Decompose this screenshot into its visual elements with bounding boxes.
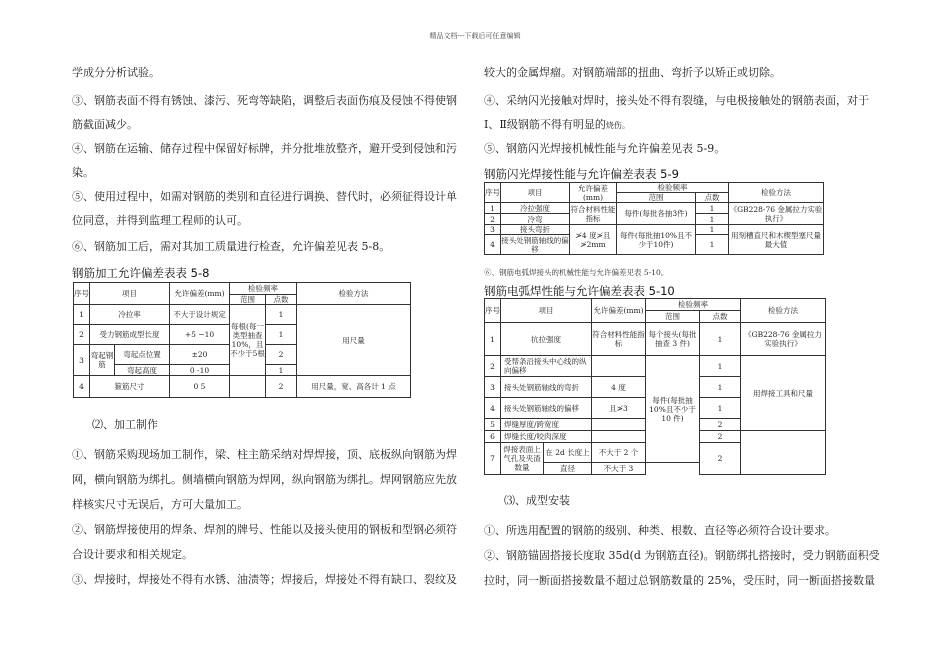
table-cell: 1 [700, 356, 741, 377]
table-cell: 1 [700, 377, 741, 398]
table-cell: 且≯3 [592, 398, 646, 419]
table-cell: 7 [485, 443, 501, 475]
header-cell: 检验方法 [741, 299, 826, 323]
header-cell: 允许偏差(mm) [592, 299, 646, 323]
header-cell: 范围 [646, 311, 700, 323]
table-cell: 1 [485, 323, 501, 356]
paragraph: ③、焊接时，焊接处不得有水锈、油渍等；焊接后，焊接处不得有缺口、裂纹及 [72, 573, 457, 586]
table-cell: 每件(每批抽10%且不少于 10 件) [646, 356, 700, 463]
table-cell: 冷弯 [501, 214, 570, 225]
table-cell: 1 [696, 214, 729, 225]
table-cell: 1 [696, 225, 729, 235]
table-cell: 接头弯折 [501, 225, 570, 235]
table-cell: 1 [266, 365, 297, 376]
table-cell: 弯起钢筋 [90, 345, 115, 376]
table-cell: 2 [700, 431, 741, 443]
table-cell: 1 [266, 305, 297, 325]
table-cell: 《GB228-76 金属拉力实验执行》 [741, 323, 826, 356]
table-cell: 抗拉强度 [501, 323, 592, 356]
header-cell: 点数 [700, 311, 741, 323]
header-cell: 点数 [696, 193, 729, 203]
table-cell: 用焊接工具和尺量 [741, 356, 826, 431]
table-cell: 2 [266, 376, 297, 398]
table-cell: 0 -10 [170, 365, 230, 376]
table-cell: 用尺量，宽、高各计 1 点 [297, 376, 411, 398]
table-5-9 [484, 182, 824, 255]
table-cell: ≯4 度≯且≯2mm [570, 225, 617, 255]
table-cell: 焊缝长度/咬肉深度 [501, 431, 592, 443]
header-cell: 检验频率 [230, 283, 297, 295]
table-cell: ±20 [170, 345, 230, 365]
table-cell: 符合材料性能指标 [570, 204, 616, 223]
table-cell: 《GB228-76 金属拉力实验执行》 [729, 204, 823, 223]
table-cell: 焊接表面上气孔及夹渣数量 [501, 443, 544, 475]
table-cell: 3 [485, 225, 501, 235]
table-cell: 每件(每批抽10%且不少于10件) [617, 225, 696, 255]
table-cell: 2 [266, 345, 297, 365]
table-cell: 1 [266, 325, 297, 345]
header-cell: 检验频率 [617, 183, 729, 193]
header-cell: 检验方法 [297, 283, 411, 305]
header-cell: 检验方法 [729, 183, 824, 203]
table-cell: 箍筋尺寸 [90, 376, 170, 398]
paragraph: 学成分分析试验。 [72, 66, 160, 79]
paragraph: 位同意，并得到监理工程师的认可。 [72, 214, 248, 227]
table-cell: 2 [485, 214, 501, 225]
paragraph: ⑤、使用过程中，如需对钢筋的类别和直径进行调换、替代时，必须征得设计单 [72, 190, 457, 203]
paragraph: ④、钢筋在运输、储存过程中保留好标牌，并分批堆放整齐，避开受到侵蚀和污 [72, 142, 457, 155]
footnote: ⑥、钢筋电弧焊接头的机械性能与允许偏差见表 5-10。 [484, 268, 669, 277]
header-cell: 允许偏差(mm) [570, 183, 617, 203]
table-cell: 0 5 [170, 376, 230, 398]
table-cell: 4 [74, 376, 90, 398]
table-cell: 弯起点位置 [115, 345, 170, 365]
table-cell: 6 [485, 431, 501, 443]
paragraph-text-small: 烧伤。 [605, 121, 630, 130]
table-cell: 冷拉强度 [501, 203, 570, 214]
section-heading: ⑶、成型安装 [504, 494, 570, 507]
table-cell: 每根(每一类型抽查10%，且不少于5根 [230, 305, 266, 376]
table-cell: 1 [700, 398, 741, 419]
table-cell: 受力钢筋成型长度 [90, 325, 170, 345]
header-cell: 允许偏差(mm) [170, 283, 230, 305]
table-cell: 用尺量 [297, 305, 411, 376]
table-5-10 [484, 298, 826, 475]
table-cell: 2 [485, 356, 501, 377]
paragraph [484, 118, 630, 133]
table-cell: 在 2d 长度上 [544, 443, 592, 463]
paragraph: ⑥、钢筋加工后，需对其加工质量进行检查，允许偏差见表 5-8。 [72, 240, 391, 253]
paragraph: ①、所选用配置的钢筋的级别、种类、根数、直径等必须符合设计要求。 [484, 524, 836, 537]
table-cell: 不大于 2 个 [592, 443, 646, 463]
paragraph: 染。 [72, 166, 94, 179]
table-cell: 1 [700, 323, 741, 356]
table-5-8 [73, 282, 411, 398]
table-cell: 每个接头(每批抽查 3 件) [646, 323, 700, 356]
table-cell: 每件(每批各抽3件) [617, 203, 696, 225]
table-cell: 1 [485, 203, 501, 214]
table-cell [230, 376, 266, 398]
table-cell: 弯起高度 [115, 365, 170, 376]
table-cell: 接头处钢筋轴线的弯折 [501, 377, 592, 398]
table-cell: +5 −10 [170, 325, 230, 345]
section-heading: ⑵、加工制作 [92, 418, 158, 431]
paragraph-text: Ⅰ、Ⅱ级钢筋不得有明显的 [484, 118, 606, 131]
table-cell: 焊缝厚度/跨宽度 [501, 419, 592, 431]
table-cell: 1 [696, 203, 729, 214]
table-cell: 接头处钢筋轴线的偏移 [501, 235, 569, 254]
table-cell: 不大于 3 [592, 463, 646, 475]
header-cell: 点数 [266, 295, 297, 305]
table-cell: 1 [74, 305, 90, 325]
table-cell [592, 431, 646, 443]
table-cell: 3 [485, 377, 501, 398]
table-cell: 5 [485, 419, 501, 431]
table-cell: 符合材料性能指标 [592, 323, 646, 356]
header-cell: 项目 [501, 299, 592, 323]
table-title: 钢筋加工允许偏差表表 5-8 [72, 266, 210, 280]
paragraph: 较大的金属焊瘤。对钢筋端部的扭曲、弯折予以矫正或切除。 [484, 66, 781, 79]
header-cell: 序号 [485, 183, 501, 203]
table-cell: 3 [74, 345, 90, 376]
paragraph: ②、钢筋焊接使用的焊条、焊剂的牌号、性能以及接头使用的钢板和型钢必须符 [72, 523, 457, 536]
table-cell: 受帮条沿接头中心线的纵向偏移 [501, 356, 592, 377]
paragraph: 网，横向钢筋为绑扎。侧墙横向钢筋为焊网，纵向钢筋为绑扎。焊网钢筋应先放 [72, 473, 457, 486]
table-cell: 4 [485, 398, 501, 419]
header-cell: 项目 [501, 183, 570, 203]
paragraph: ④、采纳闪光接触对焊时，接头处不得有裂缝，与电极接触处的钢筋表面，对于 [484, 94, 869, 107]
table-cell: 不大于设计规定 [170, 305, 230, 325]
table-cell: 用刻槽直尺和木楔型塞尺量最大值 [729, 225, 824, 255]
paragraph: 拉时，同一断面搭接数量不超过总钢筋数量的 25%，受压时，同一断面搭接数量 [484, 574, 875, 587]
table-cell [741, 431, 826, 475]
paragraph: ③、钢筋表面不得有锈蚀、漆污、死弯等缺陷，调整后表面伤痕及侵蚀不得使钢 [72, 94, 457, 107]
header-cell: 检验频率 [646, 299, 741, 311]
table-cell: 4 度 [592, 377, 646, 398]
table-cell: 接头处钢筋轴线的偏移 [501, 398, 592, 419]
paragraph: 样核实尺寸无误后，方可大量加工。 [72, 498, 248, 511]
table-cell: 4 [485, 235, 501, 255]
table-title: 钢筋闪光焊接性能与允许偏差表表 5-9 [484, 167, 679, 181]
header-cell: 项目 [90, 283, 170, 305]
table-cell: 直径 [544, 463, 592, 475]
page-header: 精品文档---下载后可任意编辑 [429, 32, 521, 40]
table-cell: 2 [700, 419, 741, 431]
table-cell: 冷拉率 [90, 305, 170, 325]
table-cell [592, 356, 646, 377]
table-cell: 2 [74, 325, 90, 345]
paragraph: ①、钢筋采购现场加工制作，梁、柱主筋采纳对焊焊接，顶、底板纵向钢筋为焊 [72, 448, 457, 461]
paragraph: ②、钢筋锚固搭接长度取 35d(d 为钢筋直径)。钢筋绑扎搭接时，受力钢筋面积受 [484, 549, 880, 562]
table-cell: 1 [696, 235, 729, 255]
paragraph: 合设计要求和相关规定。 [72, 548, 193, 561]
table-cell: 2 [700, 443, 741, 475]
table-title: 钢筋电弧焊性能与允许偏差表表 5-10 [484, 284, 675, 298]
header-cell: 范围 [230, 295, 266, 305]
paragraph: ⑤、钢筋闪光焊接机械性能与允许偏差见表 5-9。 [484, 142, 726, 155]
header-cell: 序号 [485, 299, 501, 323]
table-cell [592, 419, 646, 431]
paragraph: 筋截面减少。 [72, 118, 138, 131]
header-cell: 范围 [617, 193, 696, 203]
header-cell: 序号 [74, 283, 90, 305]
